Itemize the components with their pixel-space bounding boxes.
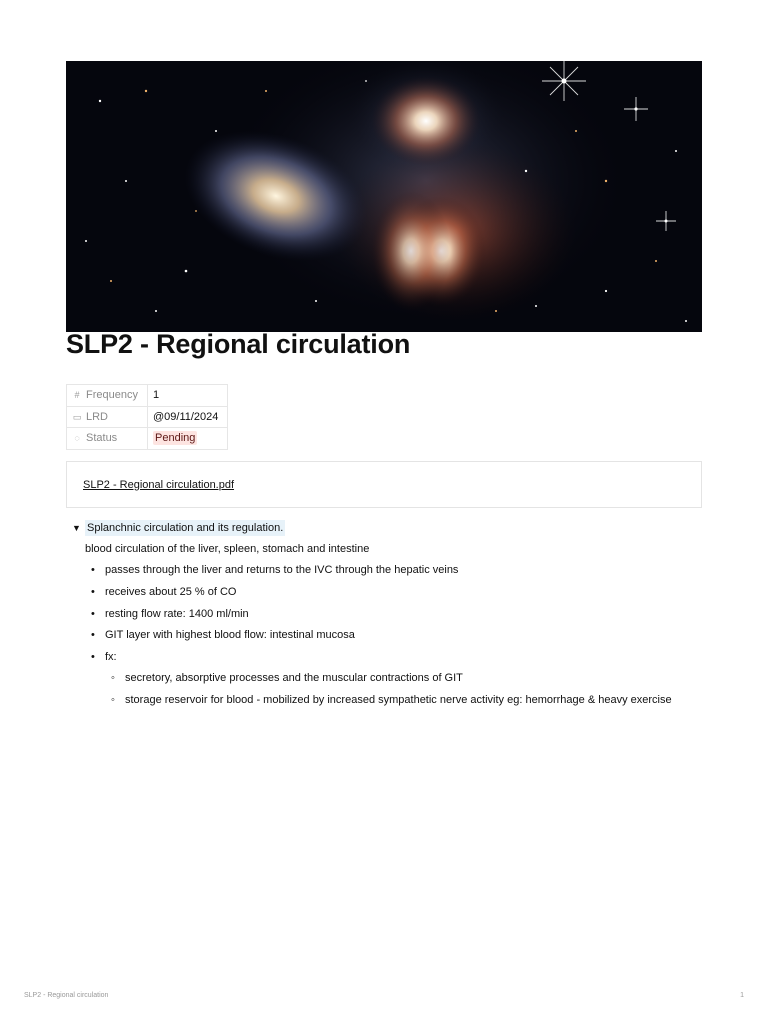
list-item: • GIT layer with highest blood flow: intestinal mucosa [90, 627, 692, 643]
property-key [67, 406, 148, 428]
page-title: SLP2 - Regional circulation [66, 329, 411, 359]
attachment-block [66, 461, 702, 508]
cover-image [66, 61, 702, 332]
toggle-intro: blood circulation of the liver, spleen, stomach and intestine [85, 543, 370, 555]
property-value[interactable]: @09/11/2024 [148, 406, 228, 428]
list-item: • receives about 25 % of CO [90, 584, 692, 600]
sub-list-item: ◦ secretory, absorptive processes and the muscular contractions of GIT [110, 670, 692, 686]
toggle-heading: Splanchnic circulation and its regulation. [87, 522, 284, 534]
property-key-label: LRD [86, 410, 109, 423]
property-row-lrd[interactable] [67, 406, 228, 428]
calendar-icon: ▭ [72, 411, 82, 422]
property-key [67, 428, 148, 450]
footer-title: SLP2 - Regional circulation [24, 992, 109, 999]
page-number: 1 [740, 992, 744, 999]
toggle-block [72, 520, 692, 714]
status-icon: ◌ [74, 433, 80, 444]
properties-table [66, 384, 228, 450]
galaxy-illustration [66, 61, 702, 332]
list-item: • resting flow rate: 1400 ml/min [90, 606, 692, 622]
property-key [67, 385, 148, 407]
property-row-status[interactable] [67, 428, 228, 450]
list-item-label: fx: [105, 651, 117, 664]
hash-icon: # [74, 390, 80, 401]
property-value[interactable] [148, 428, 228, 450]
attachment-link[interactable]: SLP2 - Regional circulation.pdf [83, 479, 235, 491]
toggle-header[interactable] [72, 520, 692, 536]
property-row-frequency[interactable] [67, 385, 228, 407]
list-item-fx [90, 649, 692, 708]
bullet-list [90, 562, 692, 708]
property-value[interactable]: 1 [148, 385, 228, 407]
list-item: • passes through the liver and returns to the IVC through the hepatic veins [90, 562, 692, 578]
status-badge: Pending [155, 432, 196, 445]
property-key-label: Status [86, 432, 118, 445]
sub-bullet-list [110, 670, 692, 708]
triangle-down-icon[interactable]: ▼ [72, 523, 81, 533]
sub-list-item: ◦ storage reservoir for blood - mobilized by increased sympathetic nerve activity eg: hemorrhage & heavy exercise [110, 692, 692, 708]
property-key-label: Frequency [86, 389, 138, 402]
